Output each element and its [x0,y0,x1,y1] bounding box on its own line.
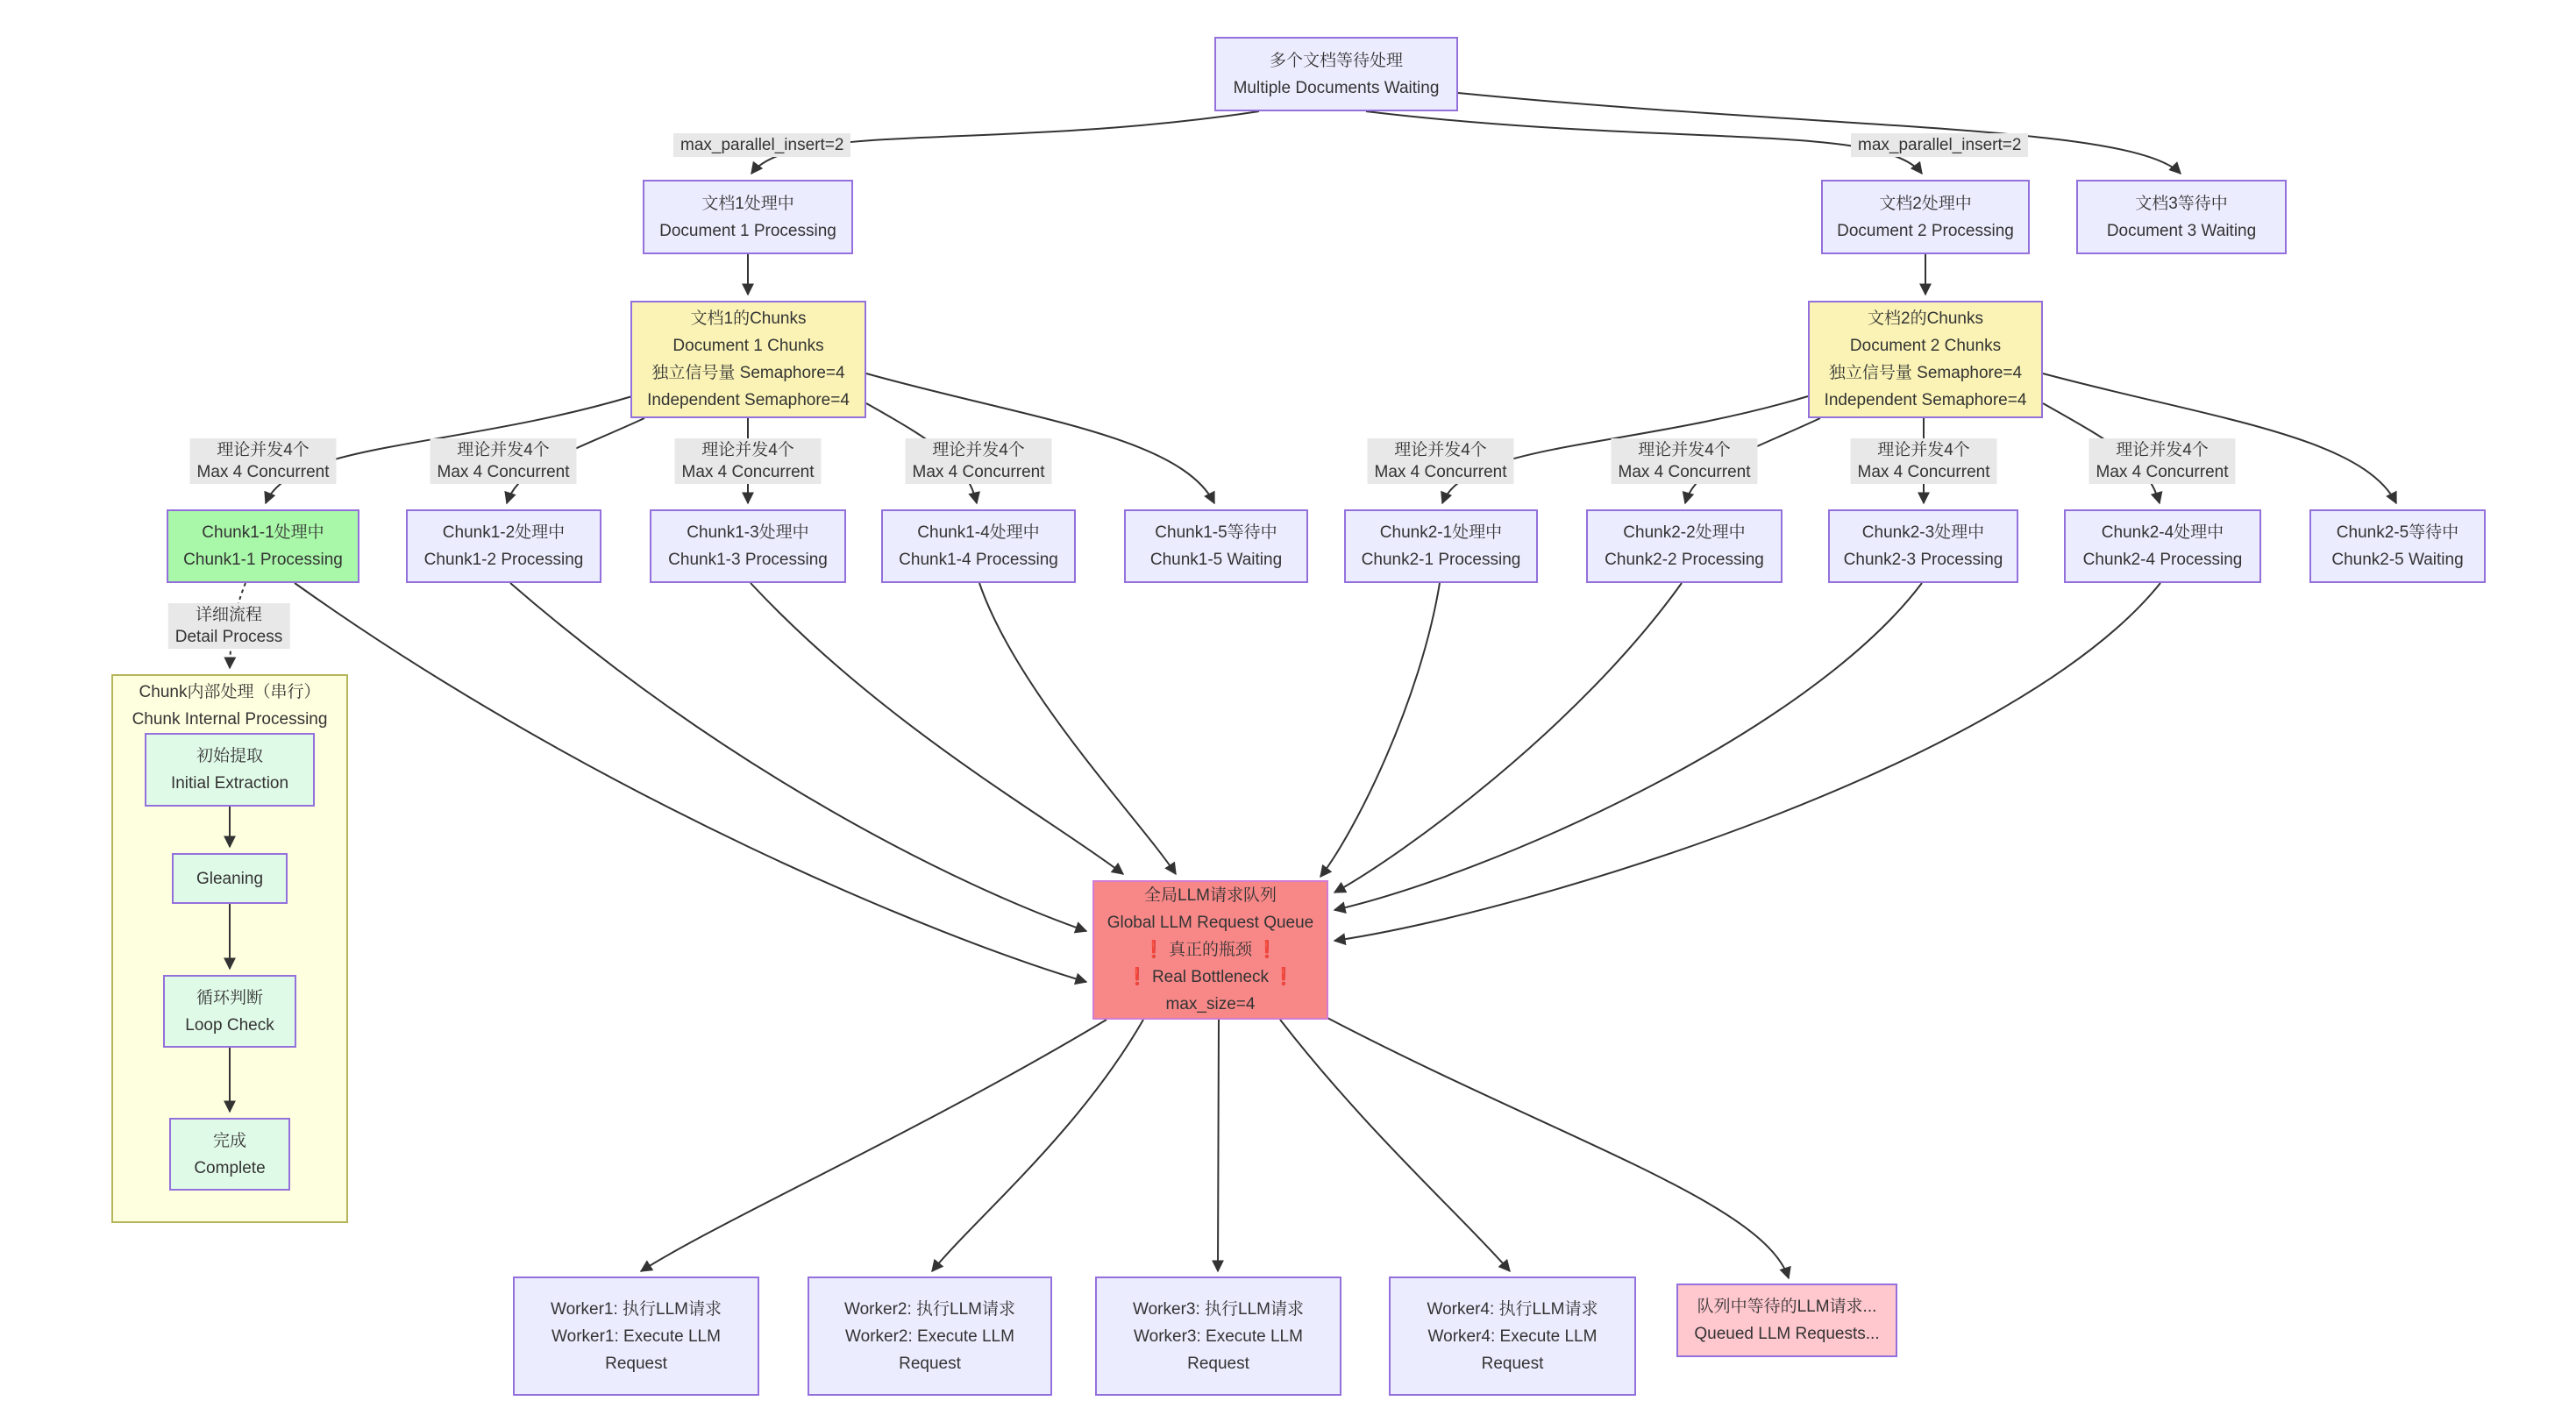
node-global-llm-request-queue [1092,880,1328,1020]
text-line: Chunk1-5 Waiting [1149,551,1283,569]
text-line: Initial Extraction [170,774,289,793]
text-line: Chunk1-1处理中 [202,523,324,542]
text-line: Max 4 Concurrent [2096,463,2229,481]
text-line: Max 4 Concurrent [437,463,570,481]
text-line: 理论并发4个 [1638,441,1731,459]
node-chunk1-4-processing [881,509,1076,583]
text-line: Chunk1-1 Processing [183,551,343,569]
text-line: max_size=4 [1165,995,1256,1013]
node-document2-chunks-semaphore [1808,301,2043,418]
text-line: Request [605,1354,667,1373]
text-line: Chunk1-2 Processing [423,551,584,569]
edge-label-max4-concurrent-1 [189,438,336,484]
edge-label-max-parallel-insert-2: max_parallel_insert=2 [1851,133,2028,157]
edge-label-detail-process [168,603,290,649]
text-line: Global LLM Request Queue [1107,914,1314,932]
text-line: Request [1187,1354,1249,1373]
node-chunk2-4-processing [2064,509,2261,583]
text-line: 文档3等待中 [2135,194,2228,213]
exclamation-icon: ❗ [1256,941,1277,959]
text-line: Max 4 Concurrent [681,463,815,481]
text-line: Document 2 Chunks [1849,337,2002,355]
text-line: Chunk2-2处理中 [1623,523,1746,542]
text-line: Detail Process [174,628,283,646]
text-line: Chunk1-5等待中 [1155,523,1277,542]
text-line: Chunk2-3处理中 [1861,523,1985,542]
text-line: 理论并发4个 [217,441,310,459]
text-line: Max 4 Concurrent [912,463,1045,481]
text-line: Chunk2-2 Processing [1605,551,1764,569]
text-line: Chunk2-1 Processing [1361,551,1521,569]
node-chunk2-3-processing [1828,509,2018,583]
edge-label-max4-concurrent-8 [2089,438,2235,484]
text-line: Gleaning [196,869,264,888]
node-worker4 [1389,1277,1636,1396]
text-line: Document 3 Waiting [2106,221,2257,240]
text-line: Chunk2-5等待中 [2336,523,2459,542]
text-line: Max 4 Concurrent [1374,463,1507,481]
text-line: Chunk1-3 Processing [668,551,828,569]
text-line: 全局LLM请求队列 [1144,886,1277,905]
text-line: Max 4 Concurrent [1857,463,1990,481]
edge-label-max4-concurrent-5 [1367,438,1513,484]
text-line: Chunk2-1处理中 [1379,523,1503,542]
text-line: Chunk1-2处理中 [442,523,566,542]
edge-group [230,93,2396,1278]
text-line: Request [899,1354,961,1373]
text-line: Complete [194,1158,266,1177]
text-line: Chunk2-4 Processing [2082,551,2243,569]
text-line: Worker1: 执行LLM请求 [551,1299,722,1319]
text-line: ❗ 真正的瓶颈 ❗ [1143,941,1277,959]
subgraph-title [111,679,348,733]
edge-label-max4-concurrent-7 [1850,438,1996,484]
text-line: Request [1481,1354,1544,1373]
node-chunk2-5-waiting [2309,509,2486,583]
text-line: Worker4: Execute LLM [1427,1326,1598,1346]
text-line: 初始提取 [196,747,263,765]
text-line: 详细流程 [195,606,262,624]
text-line: 循环判断 [196,988,263,1007]
text-line: Max 4 Concurrent [1618,463,1751,481]
node-document1-processing [643,180,853,254]
text-line: Independent Semaphore=4 [1824,391,2027,409]
edge-label-max-parallel-insert-1: max_parallel_insert=2 [673,133,850,157]
text-line: 理论并发4个 [1394,441,1487,459]
edge-label-max4-concurrent-4 [905,438,1051,484]
node-worker3 [1095,1277,1341,1396]
text-line: Chunk1-3处理中 [687,523,809,542]
text-line: Max 4 Concurrent [196,463,330,481]
text-line: Independent Semaphore=4 [647,391,850,409]
text-line: 文档2的Chunks [1868,309,1983,328]
text-line: 完成 [212,1131,246,1150]
text-line: Chunk2-5 Waiting [2331,551,2464,569]
text-line: Chunk Internal Processing [132,710,328,729]
text-line: Worker4: 执行LLM请求 [1427,1299,1598,1319]
text-line: Chunk1-4处理中 [917,523,1040,542]
node-document2-processing [1821,180,2030,254]
edge-label-max4-concurrent-6 [1611,438,1757,484]
text-line: 多个文档等待处理 [1269,51,1403,70]
text-line: 理论并发4个 [2116,441,2209,459]
text-line: Document 1 Processing [659,221,836,240]
text-line: Chunk2-3 Processing [1843,551,2003,569]
text-line: Loop Check [185,1015,274,1035]
text-line: Chunk1-4 Processing [899,551,1058,569]
node-chunk1-3-processing [650,509,846,583]
text-line: 理论并发4个 [1877,441,1970,459]
node-chunk2-2-processing [1586,509,1783,583]
text-line: Worker1: Execute LLM [551,1326,721,1346]
text-line: 文档1处理中 [701,194,794,213]
node-document1-chunks-semaphore [630,301,866,418]
text-line: Multiple Documents Waiting [1233,78,1440,97]
node-loop-check [163,975,296,1048]
text-line: 文档2处理中 [1879,194,1972,213]
exclamation-icon: ❗ [1143,941,1164,959]
text-line: Chunk2-4处理中 [2101,523,2224,542]
node-queued-llm-requests [1676,1284,1897,1357]
node-chunk1-1-processing [167,509,359,583]
text-line: 队列中等待的LLM请求... [1697,1298,1877,1316]
exclamation-icon: ❗ [1273,968,1294,986]
text-line: 理论并发4个 [932,441,1025,459]
text-line: Queued LLM Requests... [1694,1325,1880,1343]
node-worker2 [808,1277,1052,1396]
text-line: 文档1的Chunks [690,309,807,328]
text-line: Worker2: 执行LLM请求 [844,1299,1015,1319]
text-line: ❗ Real Bottleneck ❗ [1127,968,1294,986]
text-line: Worker3: Execute LLM [1134,1326,1303,1346]
node-chunk1-5-waiting [1124,509,1308,583]
text-line: 独立信号量 Semaphore=4 [651,364,845,382]
node-initial-extraction [145,733,315,807]
text-line: 独立信号量 Semaphore=4 [1828,364,2023,382]
node-complete [169,1118,290,1191]
node-chunk1-2-processing [406,509,601,583]
edge-label-max4-concurrent-3 [674,438,821,484]
node-gleaning [172,853,288,904]
text-line: Worker2: Execute LLM [845,1326,1014,1346]
node-chunk2-1-processing [1344,509,1538,583]
node-document3-waiting [2076,180,2287,254]
text-line: Chunk内部处理（串行） [139,683,321,701]
edge-label-max4-concurrent-2 [430,438,576,484]
text-line: Document 1 Chunks [672,337,824,355]
exclamation-icon: ❗ [1127,968,1148,986]
text-line: 理论并发4个 [701,441,794,459]
node-worker1 [513,1277,759,1396]
text-line: 理论并发4个 [457,441,550,459]
text-line: Document 2 Processing [1837,221,2014,240]
text-line: Worker3: 执行LLM请求 [1133,1299,1304,1319]
node-multiple-documents-waiting [1214,37,1458,111]
